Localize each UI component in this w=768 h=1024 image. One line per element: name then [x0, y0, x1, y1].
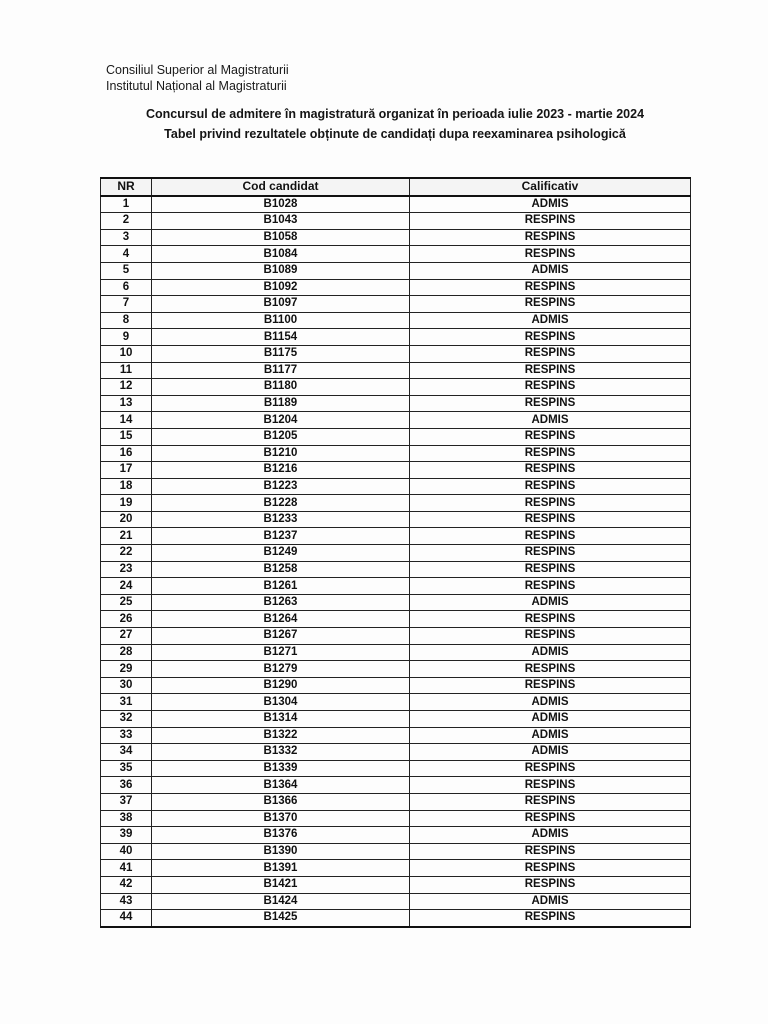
table-row: [101, 910, 691, 927]
row-number: 7: [101, 296, 152, 313]
document-subtitle: Tabel privind rezultatele obținute de candidați dupa reexaminarea psihologică: [164, 127, 626, 141]
candidate-code: B1304: [152, 694, 410, 711]
result-status: RESPINS: [410, 279, 691, 296]
table-row: [101, 677, 691, 694]
result-status: ADMIS: [410, 594, 691, 611]
table-header-row: [101, 178, 691, 196]
result-status: ADMIS: [410, 644, 691, 661]
result-status: ADMIS: [410, 893, 691, 910]
row-number: 28: [101, 644, 152, 661]
result-status: RESPINS: [410, 843, 691, 860]
row-number: 42: [101, 876, 152, 893]
row-number: 20: [101, 511, 152, 528]
candidate-code: B1279: [152, 661, 410, 678]
column-header-cod-candidat: Cod candidat: [152, 178, 410, 196]
result-status: ADMIS: [410, 312, 691, 329]
row-number: 15: [101, 428, 152, 445]
table-row: [101, 644, 691, 661]
candidate-code: B1271: [152, 644, 410, 661]
row-number: 33: [101, 727, 152, 744]
table-row: [101, 412, 691, 429]
table-row: [101, 760, 691, 777]
candidate-code: B1223: [152, 478, 410, 495]
candidate-code: B1028: [152, 196, 410, 213]
table-row: [101, 196, 691, 213]
row-number: 19: [101, 495, 152, 512]
candidate-code: B1154: [152, 329, 410, 346]
row-number: 23: [101, 561, 152, 578]
candidate-code: B1258: [152, 561, 410, 578]
row-number: 44: [101, 910, 152, 927]
candidate-code: B1366: [152, 793, 410, 810]
result-status: RESPINS: [410, 561, 691, 578]
candidate-code: B1314: [152, 711, 410, 728]
row-number: 39: [101, 827, 152, 844]
result-status: RESPINS: [410, 611, 691, 628]
candidate-code: B1249: [152, 545, 410, 562]
row-number: 13: [101, 395, 152, 412]
candidate-code: B1228: [152, 495, 410, 512]
row-number: 3: [101, 229, 152, 246]
row-number: 21: [101, 528, 152, 545]
candidate-code: B1216: [152, 462, 410, 479]
candidate-code: B1097: [152, 296, 410, 313]
candidate-code: B1376: [152, 827, 410, 844]
result-status: RESPINS: [410, 445, 691, 462]
row-number: 9: [101, 329, 152, 346]
table-row: [101, 213, 691, 230]
table-row: [101, 362, 691, 379]
row-number: 30: [101, 677, 152, 694]
candidate-code: B1322: [152, 727, 410, 744]
table-row: [101, 694, 691, 711]
candidate-code: B1390: [152, 843, 410, 860]
table-row: [101, 876, 691, 893]
result-status: RESPINS: [410, 528, 691, 545]
result-status: RESPINS: [410, 428, 691, 445]
candidate-code: B1332: [152, 744, 410, 761]
result-status: RESPINS: [410, 511, 691, 528]
candidate-code: B1263: [152, 594, 410, 611]
table-row: [101, 511, 691, 528]
row-number: 37: [101, 793, 152, 810]
table-row: [101, 312, 691, 329]
result-status: RESPINS: [410, 345, 691, 362]
candidate-code: B1205: [152, 428, 410, 445]
table-row: [101, 428, 691, 445]
row-number: 1: [101, 196, 152, 213]
candidate-code: B1177: [152, 362, 410, 379]
result-status: RESPINS: [410, 395, 691, 412]
table-row: [101, 578, 691, 595]
row-number: 11: [101, 362, 152, 379]
result-status: RESPINS: [410, 545, 691, 562]
table-row: [101, 827, 691, 844]
results-table: [100, 177, 691, 928]
candidate-code: B1204: [152, 412, 410, 429]
result-status: ADMIS: [410, 694, 691, 711]
result-status: RESPINS: [410, 793, 691, 810]
table-row: [101, 661, 691, 678]
table-row: [101, 495, 691, 512]
table-row: [101, 744, 691, 761]
row-number: 27: [101, 628, 152, 645]
document-title: Concursul de admitere în magistratură organizat în perioada iulie 2023 - martie 2024: [145, 107, 645, 121]
table-row: [101, 793, 691, 810]
row-number: 40: [101, 843, 152, 860]
result-status: RESPINS: [410, 495, 691, 512]
result-status: RESPINS: [410, 246, 691, 263]
candidate-code: B1264: [152, 611, 410, 628]
table-row: [101, 860, 691, 877]
candidate-code: B1237: [152, 528, 410, 545]
candidate-code: B1189: [152, 395, 410, 412]
table-row: [101, 445, 691, 462]
candidate-code: B1092: [152, 279, 410, 296]
row-number: 10: [101, 345, 152, 362]
table-row: [101, 395, 691, 412]
column-header-calificativ: Calificativ: [410, 178, 691, 196]
row-number: 24: [101, 578, 152, 595]
candidate-code: B1089: [152, 262, 410, 279]
row-number: 35: [101, 760, 152, 777]
candidate-code: B1339: [152, 760, 410, 777]
row-number: 17: [101, 462, 152, 479]
row-number: 36: [101, 777, 152, 794]
candidate-code: B1175: [152, 345, 410, 362]
result-status: RESPINS: [410, 362, 691, 379]
row-number: 14: [101, 412, 152, 429]
row-number: 4: [101, 246, 152, 263]
table-row: [101, 478, 691, 495]
column-header-nr: NR: [101, 178, 152, 196]
result-status: RESPINS: [410, 379, 691, 396]
row-number: 18: [101, 478, 152, 495]
candidate-code: B1364: [152, 777, 410, 794]
result-status: RESPINS: [410, 760, 691, 777]
table-row: [101, 462, 691, 479]
institution-name-2: Institutul Național al Magistraturii: [106, 79, 287, 93]
row-number: 38: [101, 810, 152, 827]
table-row: [101, 296, 691, 313]
result-status: RESPINS: [410, 462, 691, 479]
row-number: 6: [101, 279, 152, 296]
result-status: RESPINS: [410, 777, 691, 794]
table-row: [101, 810, 691, 827]
row-number: 12: [101, 379, 152, 396]
candidate-code: B1421: [152, 876, 410, 893]
result-status: RESPINS: [410, 661, 691, 678]
candidate-code: B1043: [152, 213, 410, 230]
row-number: 25: [101, 594, 152, 611]
candidate-code: B1233: [152, 511, 410, 528]
table-row: [101, 279, 691, 296]
candidate-code: B1425: [152, 910, 410, 927]
result-status: RESPINS: [410, 810, 691, 827]
row-number: 43: [101, 893, 152, 910]
document-titles: [0, 104, 768, 144]
row-number: 16: [101, 445, 152, 462]
result-status: ADMIS: [410, 196, 691, 213]
result-status: RESPINS: [410, 876, 691, 893]
table-row: [101, 628, 691, 645]
result-status: RESPINS: [410, 578, 691, 595]
candidate-code: B1210: [152, 445, 410, 462]
result-status: RESPINS: [410, 628, 691, 645]
table-row: [101, 329, 691, 346]
result-status: RESPINS: [410, 860, 691, 877]
result-status: RESPINS: [410, 213, 691, 230]
table-row: [101, 711, 691, 728]
table-row: [101, 345, 691, 362]
result-status: RESPINS: [410, 478, 691, 495]
institution-header: [106, 62, 289, 94]
table-row: [101, 262, 691, 279]
result-status: RESPINS: [410, 329, 691, 346]
row-number: 5: [101, 262, 152, 279]
row-number: 22: [101, 545, 152, 562]
candidate-code: B1391: [152, 860, 410, 877]
result-status: RESPINS: [410, 910, 691, 927]
table-row: [101, 611, 691, 628]
table-row: [101, 843, 691, 860]
table-row: [101, 893, 691, 910]
table-row: [101, 528, 691, 545]
result-status: RESPINS: [410, 677, 691, 694]
candidate-code: B1370: [152, 810, 410, 827]
institution-name-1: Consiliul Superior al Magistraturii: [106, 63, 289, 77]
candidate-code: B1261: [152, 578, 410, 595]
table-row: [101, 379, 691, 396]
candidate-code: B1267: [152, 628, 410, 645]
row-number: 41: [101, 860, 152, 877]
table-row: [101, 561, 691, 578]
table-row: [101, 777, 691, 794]
candidate-code: B1424: [152, 893, 410, 910]
row-number: 31: [101, 694, 152, 711]
candidate-code: B1290: [152, 677, 410, 694]
candidate-code: B1100: [152, 312, 410, 329]
result-status: ADMIS: [410, 412, 691, 429]
row-number: 8: [101, 312, 152, 329]
result-status: ADMIS: [410, 827, 691, 844]
table-row: [101, 545, 691, 562]
result-status: ADMIS: [410, 727, 691, 744]
result-status: ADMIS: [410, 711, 691, 728]
result-status: RESPINS: [410, 229, 691, 246]
row-number: 26: [101, 611, 152, 628]
candidate-code: B1058: [152, 229, 410, 246]
result-status: RESPINS: [410, 296, 691, 313]
results-table-body: [101, 196, 691, 927]
table-row: [101, 229, 691, 246]
row-number: 34: [101, 744, 152, 761]
candidate-code: B1084: [152, 246, 410, 263]
table-row: [101, 727, 691, 744]
candidate-code: B1180: [152, 379, 410, 396]
table-row: [101, 594, 691, 611]
row-number: 2: [101, 213, 152, 230]
row-number: 32: [101, 711, 152, 728]
result-status: ADMIS: [410, 262, 691, 279]
table-row: [101, 246, 691, 263]
row-number: 29: [101, 661, 152, 678]
result-status: ADMIS: [410, 744, 691, 761]
